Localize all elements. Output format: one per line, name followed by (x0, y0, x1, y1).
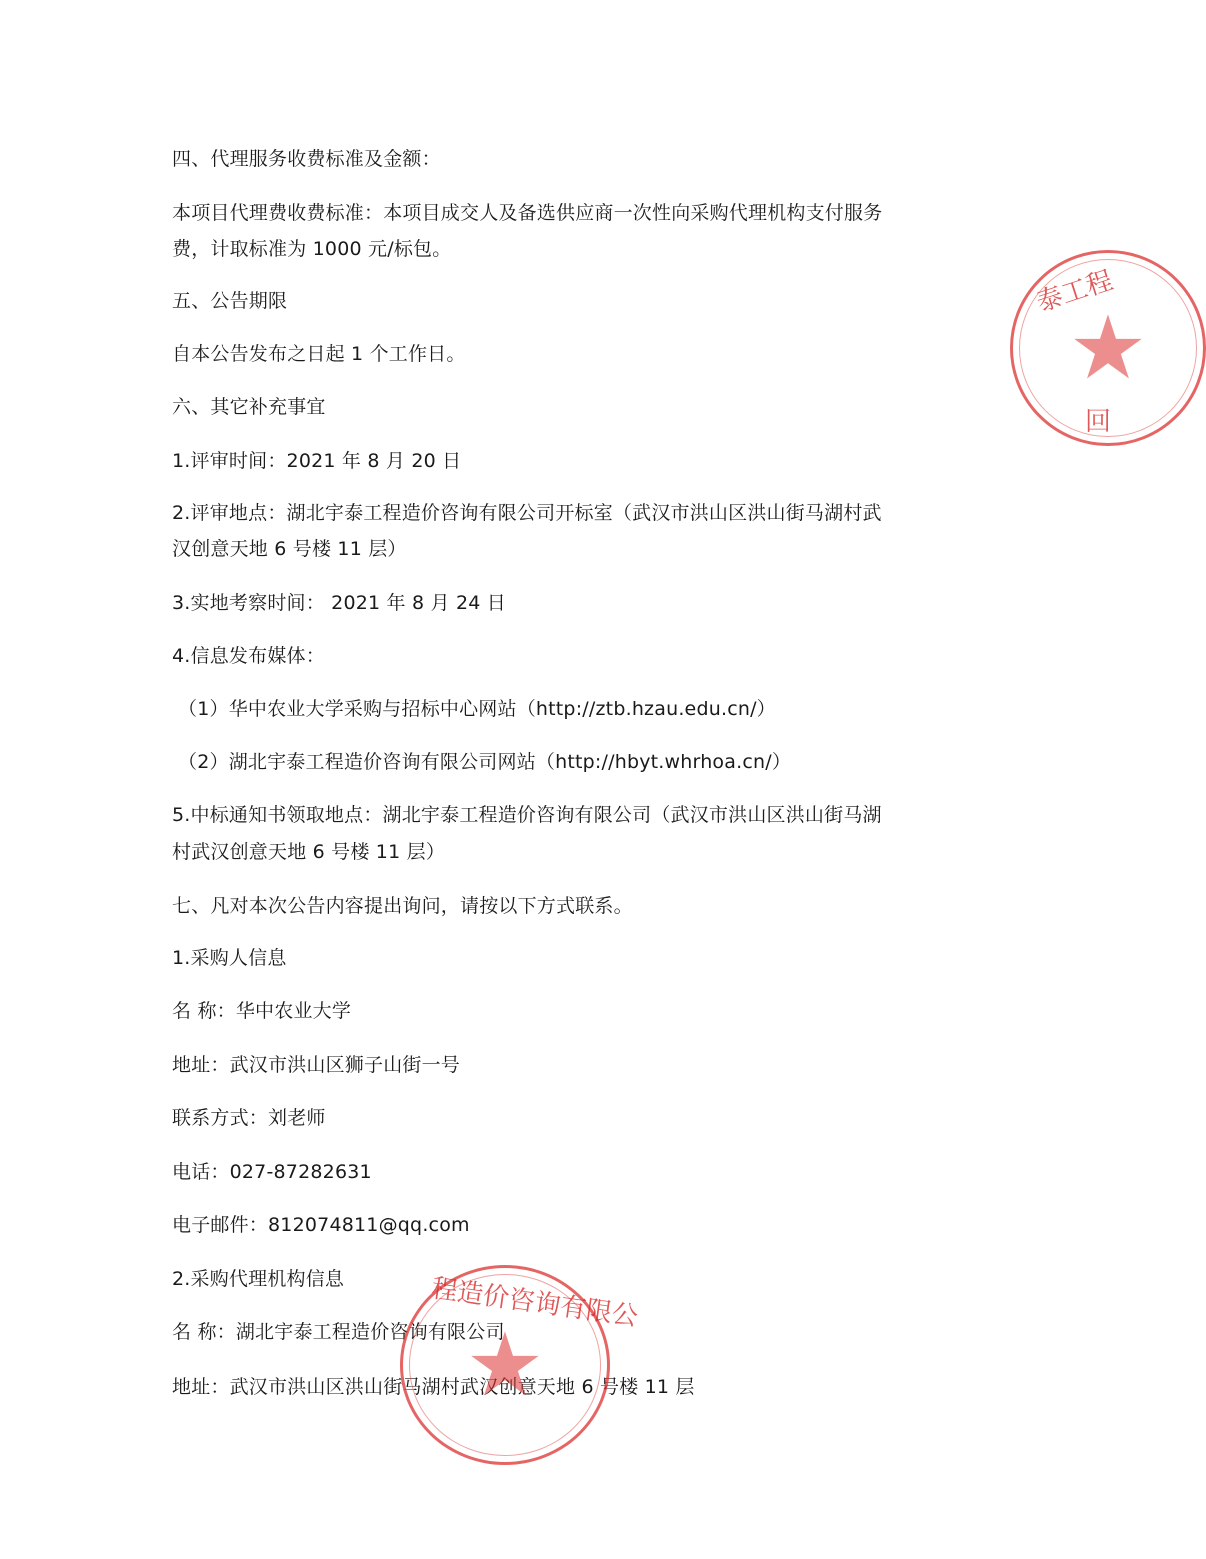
paragraph-line: 自本公告发布之日起 1 个工作日。 (172, 343, 466, 365)
paragraph-line: 1.评审时间：2021 年 8 月 20 日 (172, 450, 462, 472)
media-site-link: （1）华中农业大学采购与招标中心网站（http://ztb.hzau.edu.cn/） (178, 698, 776, 720)
seal-text: 程造价咨询有限公 (429, 1273, 640, 1333)
section-heading-contact: 七、凡对本次公告内容提出询问，请按以下方式联系。 (172, 895, 633, 917)
seal-star-icon: ★ (465, 1313, 545, 1416)
section-heading-fees: 四、代理服务收费标准及金额： (172, 148, 441, 170)
seal-text: 泰工程 (1033, 265, 1117, 319)
paragraph-line: 电子邮件：812074811@qq.com (172, 1214, 470, 1236)
paragraph-line: 名 称：湖北宇泰工程造价咨询有限公司 (172, 1321, 505, 1343)
paragraph-line: 名 称：华中农业大学 (172, 1000, 352, 1022)
section-heading-supplement: 六、其它补充事宜 (172, 396, 326, 418)
paragraph-line: 地址：武汉市洪山区洪山街马湖村武汉创意天地 6 号楼 11 层 (172, 1376, 695, 1398)
paragraph-line: 汉创意天地 6 号楼 11 层） (172, 538, 407, 560)
paragraph-line: 5.中标通知书领取地点：湖北宇泰工程造价咨询有限公司（武汉市洪山区洪山街马湖 (172, 804, 882, 826)
section-heading-period: 五、公告期限 (172, 290, 288, 312)
paragraph-line: 3.实地考察时间： 2021 年 8 月 24 日 (172, 592, 506, 614)
paragraph-line: 联系方式：刘老师 (172, 1107, 326, 1129)
paragraph-line: 村武汉创意天地 6 号楼 11 层） (172, 841, 446, 863)
seal-text: 回 (1085, 407, 1112, 437)
paragraph-line: 1.采购人信息 (172, 947, 287, 969)
paragraph-line: 4.信息发布媒体： (172, 645, 325, 667)
media-site-link: （2）湖北宇泰工程造价咨询有限公司网站（http://hbyt.whrhoa.cn/） (178, 751, 792, 773)
paragraph-line: 费，计取标准为 1000 元/标包。 (172, 238, 452, 260)
official-seal-right (1010, 250, 1206, 446)
seal-star-icon: ★ (1068, 296, 1148, 399)
official-seal-bottom (400, 1265, 640, 1465)
paragraph-line: 2.评审地点：湖北宇泰工程造价咨询有限公司开标室（武汉市洪山区洪山街马湖村武 (172, 502, 882, 524)
paragraph-line: 电话：027-87282631 (172, 1161, 372, 1183)
paragraph-line: 2.采购代理机构信息 (172, 1268, 345, 1290)
paragraph-line: 地址：武汉市洪山区狮子山街一号 (172, 1054, 461, 1076)
paragraph-line: 本项目代理费收费标准：本项目成交人及备选供应商一次性向采购代理机构支付服务 (172, 202, 883, 224)
